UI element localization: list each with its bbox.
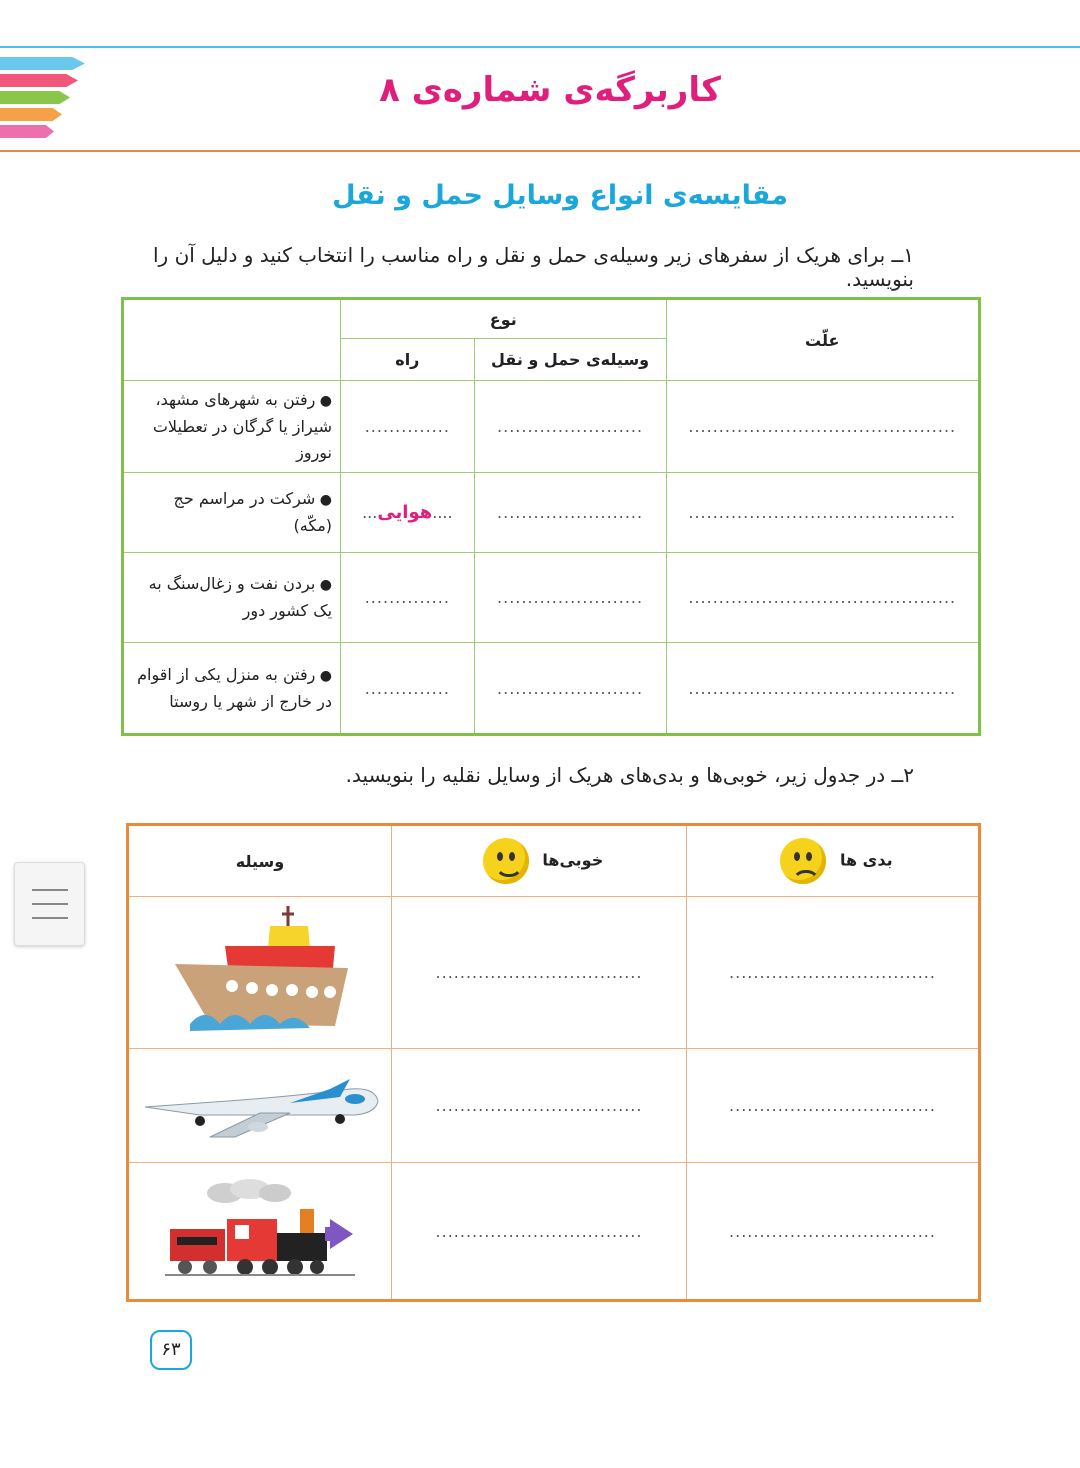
train-icon xyxy=(165,1179,355,1279)
table-row xyxy=(123,643,980,735)
menu-icon xyxy=(32,889,68,891)
table-row xyxy=(128,1049,980,1163)
page-number: ۶۳ xyxy=(150,1330,192,1370)
vehicle-field[interactable]: ........................ xyxy=(474,381,666,473)
pros-cons-table xyxy=(126,823,981,1302)
trip-cell: ● شرکت در مراسم حج (مکّه) xyxy=(123,473,341,553)
sad-face-icon xyxy=(780,838,826,884)
menu-button[interactable] xyxy=(14,862,85,946)
cons-field[interactable]: .................................. xyxy=(687,1163,980,1301)
header-rule xyxy=(0,150,1080,152)
cons-field[interactable]: .................................. xyxy=(687,1049,980,1163)
route-header: راه xyxy=(341,339,475,381)
vehicle-field[interactable]: ........................ xyxy=(474,643,666,735)
trips-table xyxy=(121,297,981,736)
section-subtitle: مقایسه‌ی انواع وسایل حمل و نقل xyxy=(332,180,788,211)
table-row xyxy=(128,897,980,1049)
vehicle-header: وسیله‌ی حمل و نقل xyxy=(474,339,666,381)
route-field[interactable]: .............. xyxy=(341,643,475,735)
route-answer: هوایی xyxy=(377,502,433,523)
trip-cell: ● رفتن به منزل یکی از اقوام در خارج از شهر یا روستا xyxy=(123,643,341,735)
reason-field[interactable]: ............................................ xyxy=(666,553,979,643)
table-row xyxy=(123,553,980,643)
vehicle-header: وسیله xyxy=(128,825,392,897)
reason-field[interactable]: ............................................ xyxy=(666,643,979,735)
table-row xyxy=(123,381,980,473)
trip-cell: ● رفتن به شهرهای مشهد، شیراز یا گرگان در تعطیلات نوروز xyxy=(123,381,341,473)
vehicle-field[interactable]: ........................ xyxy=(474,473,666,553)
vehicle-cell xyxy=(128,1049,392,1163)
reason-header: علّت xyxy=(666,299,979,381)
type-header: نوع xyxy=(341,299,667,339)
happy-face-icon xyxy=(483,838,529,884)
vehicle-cell xyxy=(128,897,392,1049)
question-1: ۱ــ برای هریک از سفرهای زیر وسیله‌ی حمل و نقل و راه مناسب را انتخاب کنید و دلیل آن را بنویسید. xyxy=(153,243,914,291)
trip-cell: ● بردن نفت و زغال‌سنگ به یک کشور دور xyxy=(123,553,341,643)
route-field[interactable]: .............. xyxy=(341,553,475,643)
route-field[interactable]: .............. xyxy=(341,381,475,473)
route-field[interactable]: ....هوایی... xyxy=(341,473,475,553)
pros-field[interactable]: .................................. xyxy=(392,1163,687,1301)
trip-header-cell xyxy=(123,299,341,381)
pros-field[interactable]: .................................. xyxy=(392,1049,687,1163)
pros-header: خوبی‌ها xyxy=(392,825,687,897)
cons-field[interactable]: .................................. xyxy=(687,897,980,1049)
reason-field[interactable]: ............................................ xyxy=(666,381,979,473)
menu-icon-bar xyxy=(32,903,68,905)
page-title: کاربرگه‌ی شماره‌ی ۸ xyxy=(379,70,721,110)
airplane-icon xyxy=(140,1069,380,1139)
ship-icon xyxy=(170,906,350,1036)
cons-header: بدی ها xyxy=(687,825,980,897)
reason-field[interactable]: ............................................ xyxy=(666,473,979,553)
table-row xyxy=(123,473,980,553)
table-row xyxy=(128,1163,980,1301)
vehicle-cell xyxy=(128,1163,392,1301)
top-rule xyxy=(0,46,1080,48)
pros-field[interactable]: .................................. xyxy=(392,897,687,1049)
vehicle-field[interactable]: ........................ xyxy=(474,553,666,643)
menu-icon-bar xyxy=(32,917,68,919)
question-2: ۲ــ در جدول زیر، خوبی‌ها و بدی‌های هریک از وسایل نقلیه را بنویسید. xyxy=(345,763,914,787)
decorative-ribbons xyxy=(0,52,100,152)
